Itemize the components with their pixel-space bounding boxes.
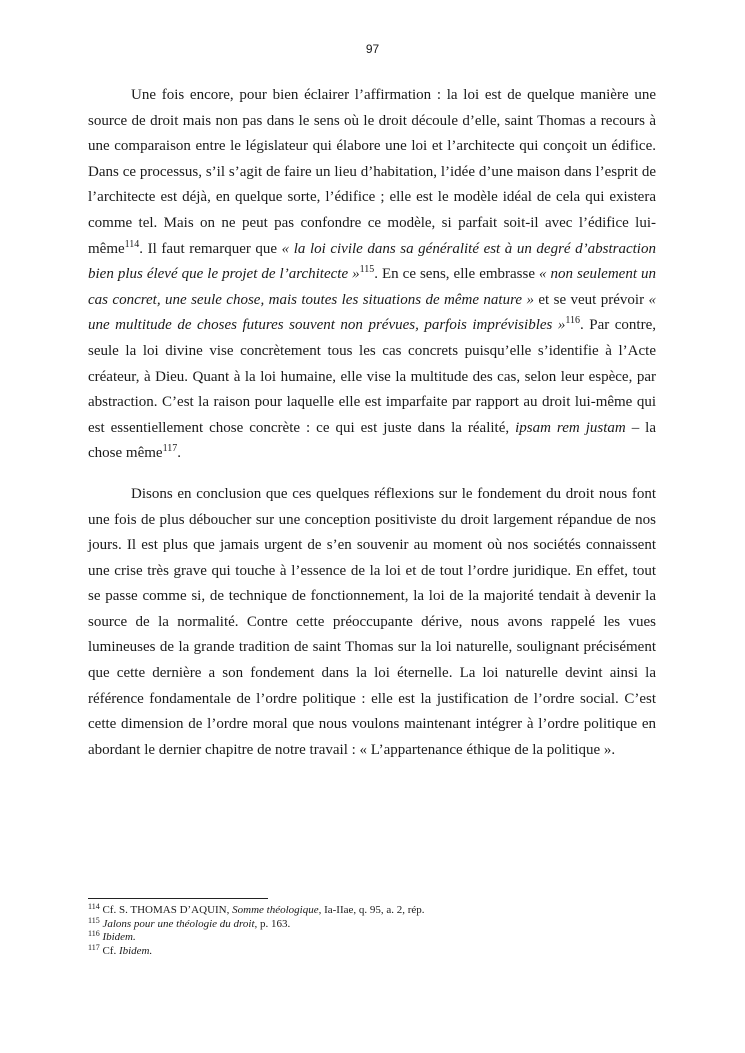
footnote-text: p. 163. (257, 917, 291, 930)
footnote-separator (88, 898, 268, 899)
footnote-number: 114 (88, 902, 100, 911)
footnote-text: Cf. (102, 944, 119, 957)
paragraph-2: Disons en conclusion que ces quelques réflexions sur le fondement du droit nous font une fois de plus déboucher sur une conception positiviste du droit largement répandue de nos jours. Il est plus que jamais urgent de s’en souvenir au moment où nos sociétés connaissent une crise très grave qui touche à l’essence de la loi et de tout l’ordre juridique. En effet, tout se passe comme si, de technique de fonctionnement, la loi de la majorité tendait à devenir la source de la normalité. Contre cette préoccupante dérive, nous avons rappelé les vues lumineuses de la grande tradition de saint Thomas sur la loi naturelle, soulignant précisément que cette dernière a son fondement dans la loi éternelle. La loi naturelle devint ainsi la référence fondamentale de l’ordre politique : elle est la justification de l’ordre social. C’est cette dimension de l’ordre moral que nous voulons maintenant intégrer à l’ordre politique en abordant le dernier chapitre de notre travail : « L’appartenance éthique de la politique ». (88, 485, 656, 758)
page-number: 97 (365, 42, 380, 56)
body-text (88, 83, 656, 763)
quote-2: « non seulement un cas concret, une seule chose, mais toutes les situations de même nature » (88, 266, 656, 308)
p1-text-5: . Par contre, seule la loi divine vise concrètement tous les cas concrets puisqu’elle s’identifie à l’Acte créateur, à Dieu. Quant à la loi humaine, elle vise la multitude des cas, selon leur espèce, par abstraction. C’est la raison pour laquelle elle est imparfaite par rapport au droit lui-même qui est essentiellement chose concrète : ce qui est juste dans la réalité, (88, 317, 656, 436)
latin-phrase: ipsam rem justam (515, 419, 626, 436)
footnote-116 (88, 931, 656, 945)
footnote-ref-116[interactable]: 116 (565, 315, 580, 327)
p1-text-1: Une fois encore, pour bien éclairer l’affirmation : la loi est de quelque manière une source de droit mais non pas dans le sens où le droit découle d’elle, saint Thomas a recours à une comparaison entre le législateur qui élabore une loi et l’architecte qui conçoit un édifice. Dans ce processus, s’il s’agit de faire un lieu d’habitation, l’idée d’une maison dans l’esprit de l’architecte est déjà, en quelque sorte, l’édifice ; elle est le modèle idéal de cela qui existera comme tel. Mais on ne peut pas confondre ce modèle, si parfait soit-il avec l’édifice lui-même (88, 87, 656, 257)
footnote-117 (88, 942, 656, 959)
footnote-number: 116 (88, 929, 100, 938)
paragraph-1 (88, 83, 656, 467)
footnote-ref-117[interactable]: 117 (162, 443, 178, 455)
footnote-title: Jalons pour une théologie du droit, (102, 917, 258, 930)
p1-text-4: et se veut prévoir (533, 291, 649, 308)
footnote-title: Somme théologique, (232, 904, 322, 916)
footnote-115 (88, 915, 656, 932)
footnote-number: 115 (88, 915, 100, 925)
footnote-text: Cf. S. THOMAS D’AQUIN, (102, 904, 233, 916)
quote-1: « la loi civile dans sa généralité est à un degré d’abstraction bien plus élevé que le projet de l’architecte » (88, 240, 656, 283)
footnote-title: Ibidem. (102, 931, 136, 943)
p1-text-7: . (177, 445, 181, 462)
footnote-title: Ibidem. (118, 944, 153, 957)
footnote-number: 117 (88, 942, 100, 952)
footnote-text: Ia-IIae, q. 95, a. 2, rép. (321, 904, 425, 916)
quote-3: « une multitude de choses futures souvent non prévues, parfois imprévisibles » (88, 291, 656, 334)
footnote-114 (88, 904, 656, 918)
footnotes (88, 898, 656, 958)
footnote-ref-115[interactable]: 115 (359, 264, 375, 276)
p1-text-6: – la chose même (88, 419, 657, 462)
footnote-ref-114[interactable]: 114 (124, 238, 140, 250)
p1-text-3: . En ce sens, elle embrasse (374, 266, 540, 283)
p1-text-2: . Il faut remarquer que (139, 240, 282, 257)
